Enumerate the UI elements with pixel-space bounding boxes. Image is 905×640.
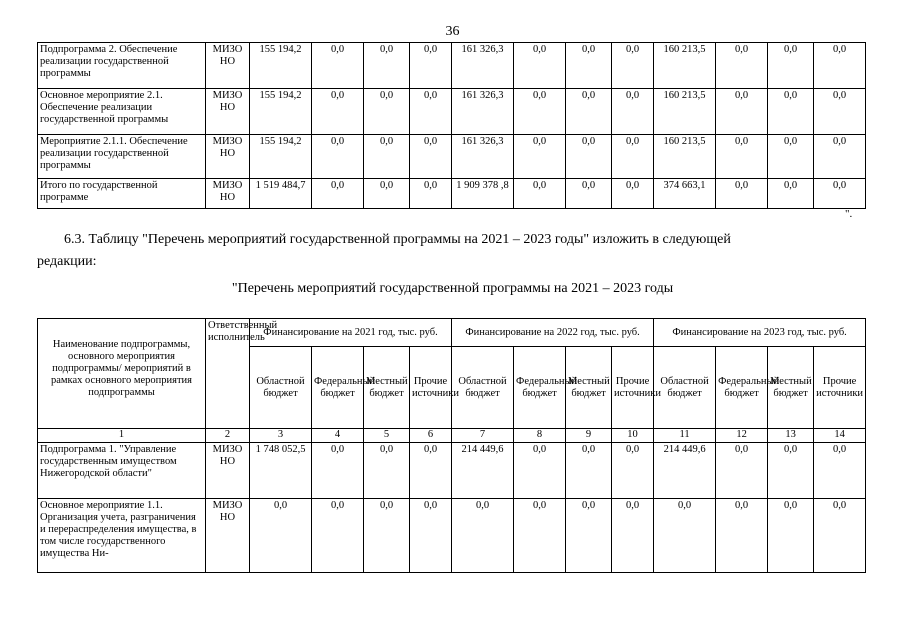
amendment-paragraph: 6.3. Таблицу "Перечень мероприятий государственной программы на 2021 – 2023 годы" изложить в следующей xyxy=(64,232,731,247)
value-cell: 0,0 xyxy=(716,179,768,209)
value-cell: 0,0 xyxy=(612,179,654,209)
row-responsible: МИЗО НО xyxy=(206,179,250,209)
value-cell: 0,0 xyxy=(566,89,612,135)
value-cell: 0,0 xyxy=(410,89,452,135)
column-number: 9 xyxy=(566,429,612,443)
value-cell: 155 194,2 xyxy=(250,135,312,179)
value-cell: 0,0 xyxy=(312,89,364,135)
column-number: 7 xyxy=(452,429,514,443)
table-title: "Перечень мероприятий государственной программы на 2021 – 2023 годы xyxy=(231,281,674,296)
value-cell: 0,0 xyxy=(716,43,768,89)
row-responsible: МИЗО НО xyxy=(206,43,250,89)
value-cell: 0,0 xyxy=(612,43,654,89)
value-cell: 0,0 xyxy=(312,135,364,179)
row-name: Подпрограмма 1. "Управление государственным имуществом Нижегородской области" xyxy=(38,443,206,499)
value-cell: 0,0 xyxy=(654,499,716,573)
row-responsible: МИЗО НО xyxy=(206,89,250,135)
value-cell: 0,0 xyxy=(364,43,410,89)
value-cell: 0,0 xyxy=(410,43,452,89)
value-cell: 0,0 xyxy=(410,499,452,573)
value-cell: 0,0 xyxy=(716,135,768,179)
header-source: Федеральный бюджет xyxy=(716,347,768,429)
value-cell: 1 519 484,7 xyxy=(250,179,312,209)
column-number: 12 xyxy=(716,429,768,443)
column-number: 5 xyxy=(364,429,410,443)
value-cell: 0,0 xyxy=(514,89,566,135)
table-row xyxy=(38,135,866,179)
value-cell: 0,0 xyxy=(768,89,814,135)
header-fin-2021: Финансирование на 2021 год, тыс. руб. xyxy=(250,319,452,347)
header-name: Наименование подпрограммы, основного мероприятия подпрограммы/ мероприятий в рамках основного мероприятия подпрограммы xyxy=(38,319,206,429)
value-cell: 0,0 xyxy=(566,499,612,573)
column-numbers-row xyxy=(38,429,866,443)
header-responsible: Ответственный исполнитель xyxy=(206,319,250,429)
value-cell: 0,0 xyxy=(814,179,866,209)
column-number: 6 xyxy=(410,429,452,443)
row-responsible: МИЗО НО xyxy=(206,135,250,179)
value-cell: 0,0 xyxy=(312,443,364,499)
value-cell: 0,0 xyxy=(612,89,654,135)
row-responsible: МИЗО НО xyxy=(206,443,250,499)
value-cell: 0,0 xyxy=(814,89,866,135)
page-number: 36 xyxy=(445,24,460,39)
value-cell: 0,0 xyxy=(514,43,566,89)
value-cell: 161 326,3 xyxy=(452,135,514,179)
value-cell: 160 213,5 xyxy=(654,89,716,135)
value-cell: 161 326,3 xyxy=(452,89,514,135)
value-cell: 0,0 xyxy=(514,179,566,209)
value-cell: 0,0 xyxy=(716,89,768,135)
value-cell: 374 663,1 xyxy=(654,179,716,209)
value-cell: 214 449,6 xyxy=(452,443,514,499)
column-number: 11 xyxy=(654,429,716,443)
row-responsible: МИЗО НО xyxy=(206,499,250,573)
row-name: Основное мероприятие 1.1. Организация учета, разграничения и перераспределения имущества, в том числе государственного имущества Ни- xyxy=(38,499,206,573)
header-source: Местный бюджет xyxy=(364,347,410,429)
financing-table-continued xyxy=(37,42,866,209)
value-cell: 0,0 xyxy=(410,135,452,179)
row-name: Мероприятие 2.1.1. Обеспечение реализации государственной программы xyxy=(38,135,206,179)
value-cell: 0,0 xyxy=(514,135,566,179)
value-cell: 1 909 378 ,8 xyxy=(452,179,514,209)
value-cell: 0,0 xyxy=(612,499,654,573)
value-cell: 1 748 052,5 xyxy=(250,443,312,499)
value-cell: 0,0 xyxy=(250,499,312,573)
table-row xyxy=(38,89,866,135)
value-cell: 0,0 xyxy=(768,179,814,209)
value-cell: 0,0 xyxy=(312,43,364,89)
header-source: Областной бюджет xyxy=(452,347,514,429)
value-cell: 0,0 xyxy=(612,135,654,179)
table-row xyxy=(38,179,866,209)
value-cell: 0,0 xyxy=(768,135,814,179)
header-source: Прочие источники xyxy=(612,347,654,429)
column-number: 13 xyxy=(768,429,814,443)
value-cell: 214 449,6 xyxy=(654,443,716,499)
table-row xyxy=(38,43,866,89)
header-source: Федеральный бюджет xyxy=(312,347,364,429)
column-number: 1 xyxy=(38,429,206,443)
value-cell: 0,0 xyxy=(814,499,866,573)
value-cell: 0,0 xyxy=(768,43,814,89)
value-cell: 0,0 xyxy=(364,89,410,135)
row-name: Подпрограмма 2. Обеспечение реализации государственной программы xyxy=(38,43,206,89)
value-cell: 161 326,3 xyxy=(452,43,514,89)
header-fin-2023: Финансирование на 2023 год, тыс. руб. xyxy=(654,319,866,347)
value-cell: 0,0 xyxy=(364,135,410,179)
row-name: Основное мероприятие 2.1. Обеспечение реализации государственной программы xyxy=(38,89,206,135)
header-source: Прочие источники xyxy=(814,347,866,429)
column-number: 4 xyxy=(312,429,364,443)
value-cell: 160 213,5 xyxy=(654,43,716,89)
header-fin-2022: Финансирование на 2022 год, тыс. руб. xyxy=(452,319,654,347)
header-source: Федеральный бюджет xyxy=(514,347,566,429)
value-cell: 0,0 xyxy=(312,499,364,573)
column-number: 10 xyxy=(612,429,654,443)
value-cell: 0,0 xyxy=(410,443,452,499)
value-cell: 155 194,2 xyxy=(250,89,312,135)
header-source: Областной бюджет xyxy=(250,347,312,429)
header-source: Прочие источники xyxy=(410,347,452,429)
value-cell: 0,0 xyxy=(814,443,866,499)
value-cell: 0,0 xyxy=(814,135,866,179)
value-cell: 0,0 xyxy=(566,179,612,209)
column-number: 3 xyxy=(250,429,312,443)
value-cell: 0,0 xyxy=(410,179,452,209)
header-source: Местный бюджет xyxy=(566,347,612,429)
table-row xyxy=(38,499,866,573)
value-cell: 0,0 xyxy=(364,499,410,573)
value-cell: 155 194,2 xyxy=(250,43,312,89)
value-cell: 0,0 xyxy=(768,499,814,573)
amendment-paragraph-cont: редакции: xyxy=(37,254,97,269)
table-row xyxy=(38,443,866,499)
header-source: Местный бюджет xyxy=(768,347,814,429)
value-cell: 0,0 xyxy=(768,443,814,499)
value-cell: 0,0 xyxy=(514,443,566,499)
column-number: 8 xyxy=(514,429,566,443)
value-cell: 0,0 xyxy=(364,443,410,499)
activities-table xyxy=(37,318,866,573)
value-cell: 0,0 xyxy=(566,135,612,179)
closing-quote: ". xyxy=(845,208,853,220)
column-number: 14 xyxy=(814,429,866,443)
value-cell: 0,0 xyxy=(612,443,654,499)
value-cell: 0,0 xyxy=(452,499,514,573)
value-cell: 0,0 xyxy=(566,443,612,499)
row-name: Итого по государственной программе xyxy=(38,179,206,209)
value-cell: 0,0 xyxy=(312,179,364,209)
header-source: Областной бюджет xyxy=(654,347,716,429)
column-number: 2 xyxy=(206,429,250,443)
value-cell: 0,0 xyxy=(716,443,768,499)
value-cell: 0,0 xyxy=(364,179,410,209)
value-cell: 0,0 xyxy=(814,43,866,89)
value-cell: 0,0 xyxy=(514,499,566,573)
value-cell: 0,0 xyxy=(716,499,768,573)
value-cell: 0,0 xyxy=(566,43,612,89)
value-cell: 160 213,5 xyxy=(654,135,716,179)
